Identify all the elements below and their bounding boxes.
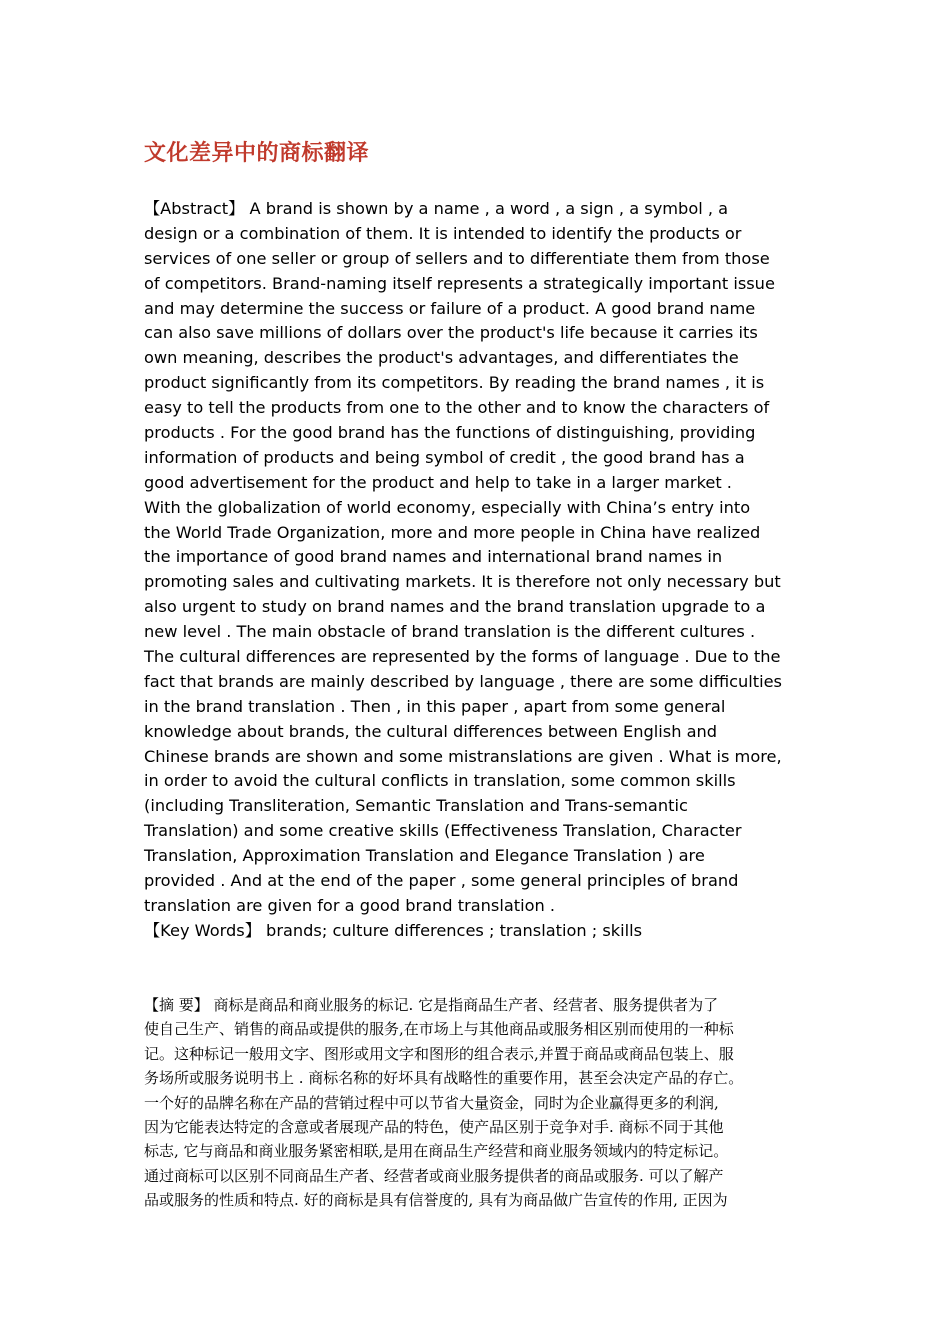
abstract-zh-line: 一个好的品牌名称在产品的营销过程中可以节省大量资金，同时为企业赢得更多的利润,	[144, 1093, 719, 1112]
abstract-en-line: good advertisement for the product and help to take in a larger market .	[144, 472, 732, 492]
abstract-zh-line: 务场所或服务说明书上 . 商标名称的好坏具有战略性的重要作用，甚至会决定产品的存亡。	[144, 1069, 744, 1088]
abstract-zh-line: 【摘 要】 商标是商品和商业服务的标记. 它是指商品生产者、经营者、服务提供者为了	[144, 996, 719, 1014]
abstract-en-line: promoting sales and cultivating markets. It is therefore not only necessary but	[144, 572, 781, 592]
abstract-en-line: the World Trade Organization, more and more people in China have realized	[144, 522, 761, 542]
abstract-en-line: in order to avoid the cultural conflicts in translation, some common skills	[144, 771, 736, 791]
abstract-en-line: Translation) and some creative skills (Effectiveness Translation, Character	[144, 821, 742, 841]
abstract-zh-line: 因为它能表达特定的含意或者展现产品的特色，使产品区别于竞争对手. 商标不同于其他	[144, 1117, 724, 1136]
abstract-en-line: With the globalization of world economy, especially with China’s entry into	[144, 497, 751, 517]
abstract-en-line: easy to tell the products from one to the other and to know the characters of	[144, 398, 770, 418]
abstract-en-line: own meaning, describes the product's advantages, and differentiates the	[144, 348, 739, 368]
abstract-en-line: provided . And at the end of the paper , some general principles of brand	[144, 871, 739, 891]
abstract-en-line: services of one seller or group of sellers and to differentiate them from those	[144, 248, 770, 268]
abstract-en-line: information of products and being symbol of credit , the good brand has a	[144, 447, 745, 467]
abstract-zh-line: 记。这种标记一般用文字、图形或用文字和图形的组合表示,并置于商品或商品包装上、服	[144, 1044, 734, 1063]
abstract-en-line: Chinese brands are shown and some mistranslations are given . What is more,	[144, 746, 782, 766]
abstract-en-line: and may determine the success or failure of a product. A good brand name	[144, 298, 756, 318]
abstract-en-line: (including Transliteration, Semantic Translation and Trans-semantic	[144, 796, 688, 816]
abstract-en-line: also urgent to study on brand names and the brand translation upgrade to a	[144, 597, 766, 617]
abstract-en-line: fact that brands are mainly described by language , there are some difficulties	[144, 671, 782, 691]
abstract-en-line: product significantly from its competitors. By reading the brand names , it is	[144, 373, 765, 393]
abstract-en-line: new level . The main obstacle of brand translation is the different cultures .	[144, 622, 756, 642]
abstract-zh-line: 使自己生产、销售的商品或提供的服务,在市场上与其他商品或服务相区别而使用的一种标	[144, 1020, 734, 1039]
abstract-en-line: in the brand translation . Then , in this paper , apart from some general	[144, 696, 726, 716]
abstract-zh-line: 通过商标可以区别不同商品生产者、经营者或商业服务提供者的商品或服务. 可以了解产	[144, 1166, 724, 1185]
abstract-en-line: design or a combination of them. It is intended to identify the products or	[144, 223, 742, 243]
abstract-en-line: products . For the good brand has the functions of distinguishing, providing	[144, 423, 756, 443]
abstract-en-line: 【Abstract】 A brand is shown by a name , a word , a sign , a symbol , a	[144, 199, 729, 218]
abstract-en-line: knowledge about brands, the cultural differences between English and	[144, 721, 718, 741]
abstract-zh-line: 标志, 它与商品和商业服务紧密相联,是用在商品生产经营和商业服务领域内的特定标记。	[144, 1142, 729, 1161]
abstract-english	[144, 197, 814, 944]
abstract-en-line: translation are given for a good brand translation .	[144, 895, 556, 915]
abstract-en-line: 【Key Words】 brands; culture differences ; translation ; skills	[144, 920, 643, 940]
abstract-chinese	[144, 993, 824, 1213]
abstract-en-line: of competitors. Brand-naming itself represents a strategically important issue	[144, 273, 775, 293]
abstract-en-line: Translation, Approximation Translation and Elegance Translation ) are	[144, 846, 705, 866]
abstract-en-line: can also save millions of dollars over the product's life because it carries its	[144, 323, 758, 343]
abstract-zh-line: 品或服务的性质和特点. 好的商标是具有信誉度的, 具有为商品做广告宣传的作用, 正因为	[144, 1191, 728, 1210]
abstract-en-line: The cultural differences are represented by the forms of language . Due to the	[144, 647, 781, 667]
document-title: 文化差异中的商标翻译	[144, 141, 370, 166]
abstract-en-line: the importance of good brand names and international brand names in	[144, 547, 723, 567]
